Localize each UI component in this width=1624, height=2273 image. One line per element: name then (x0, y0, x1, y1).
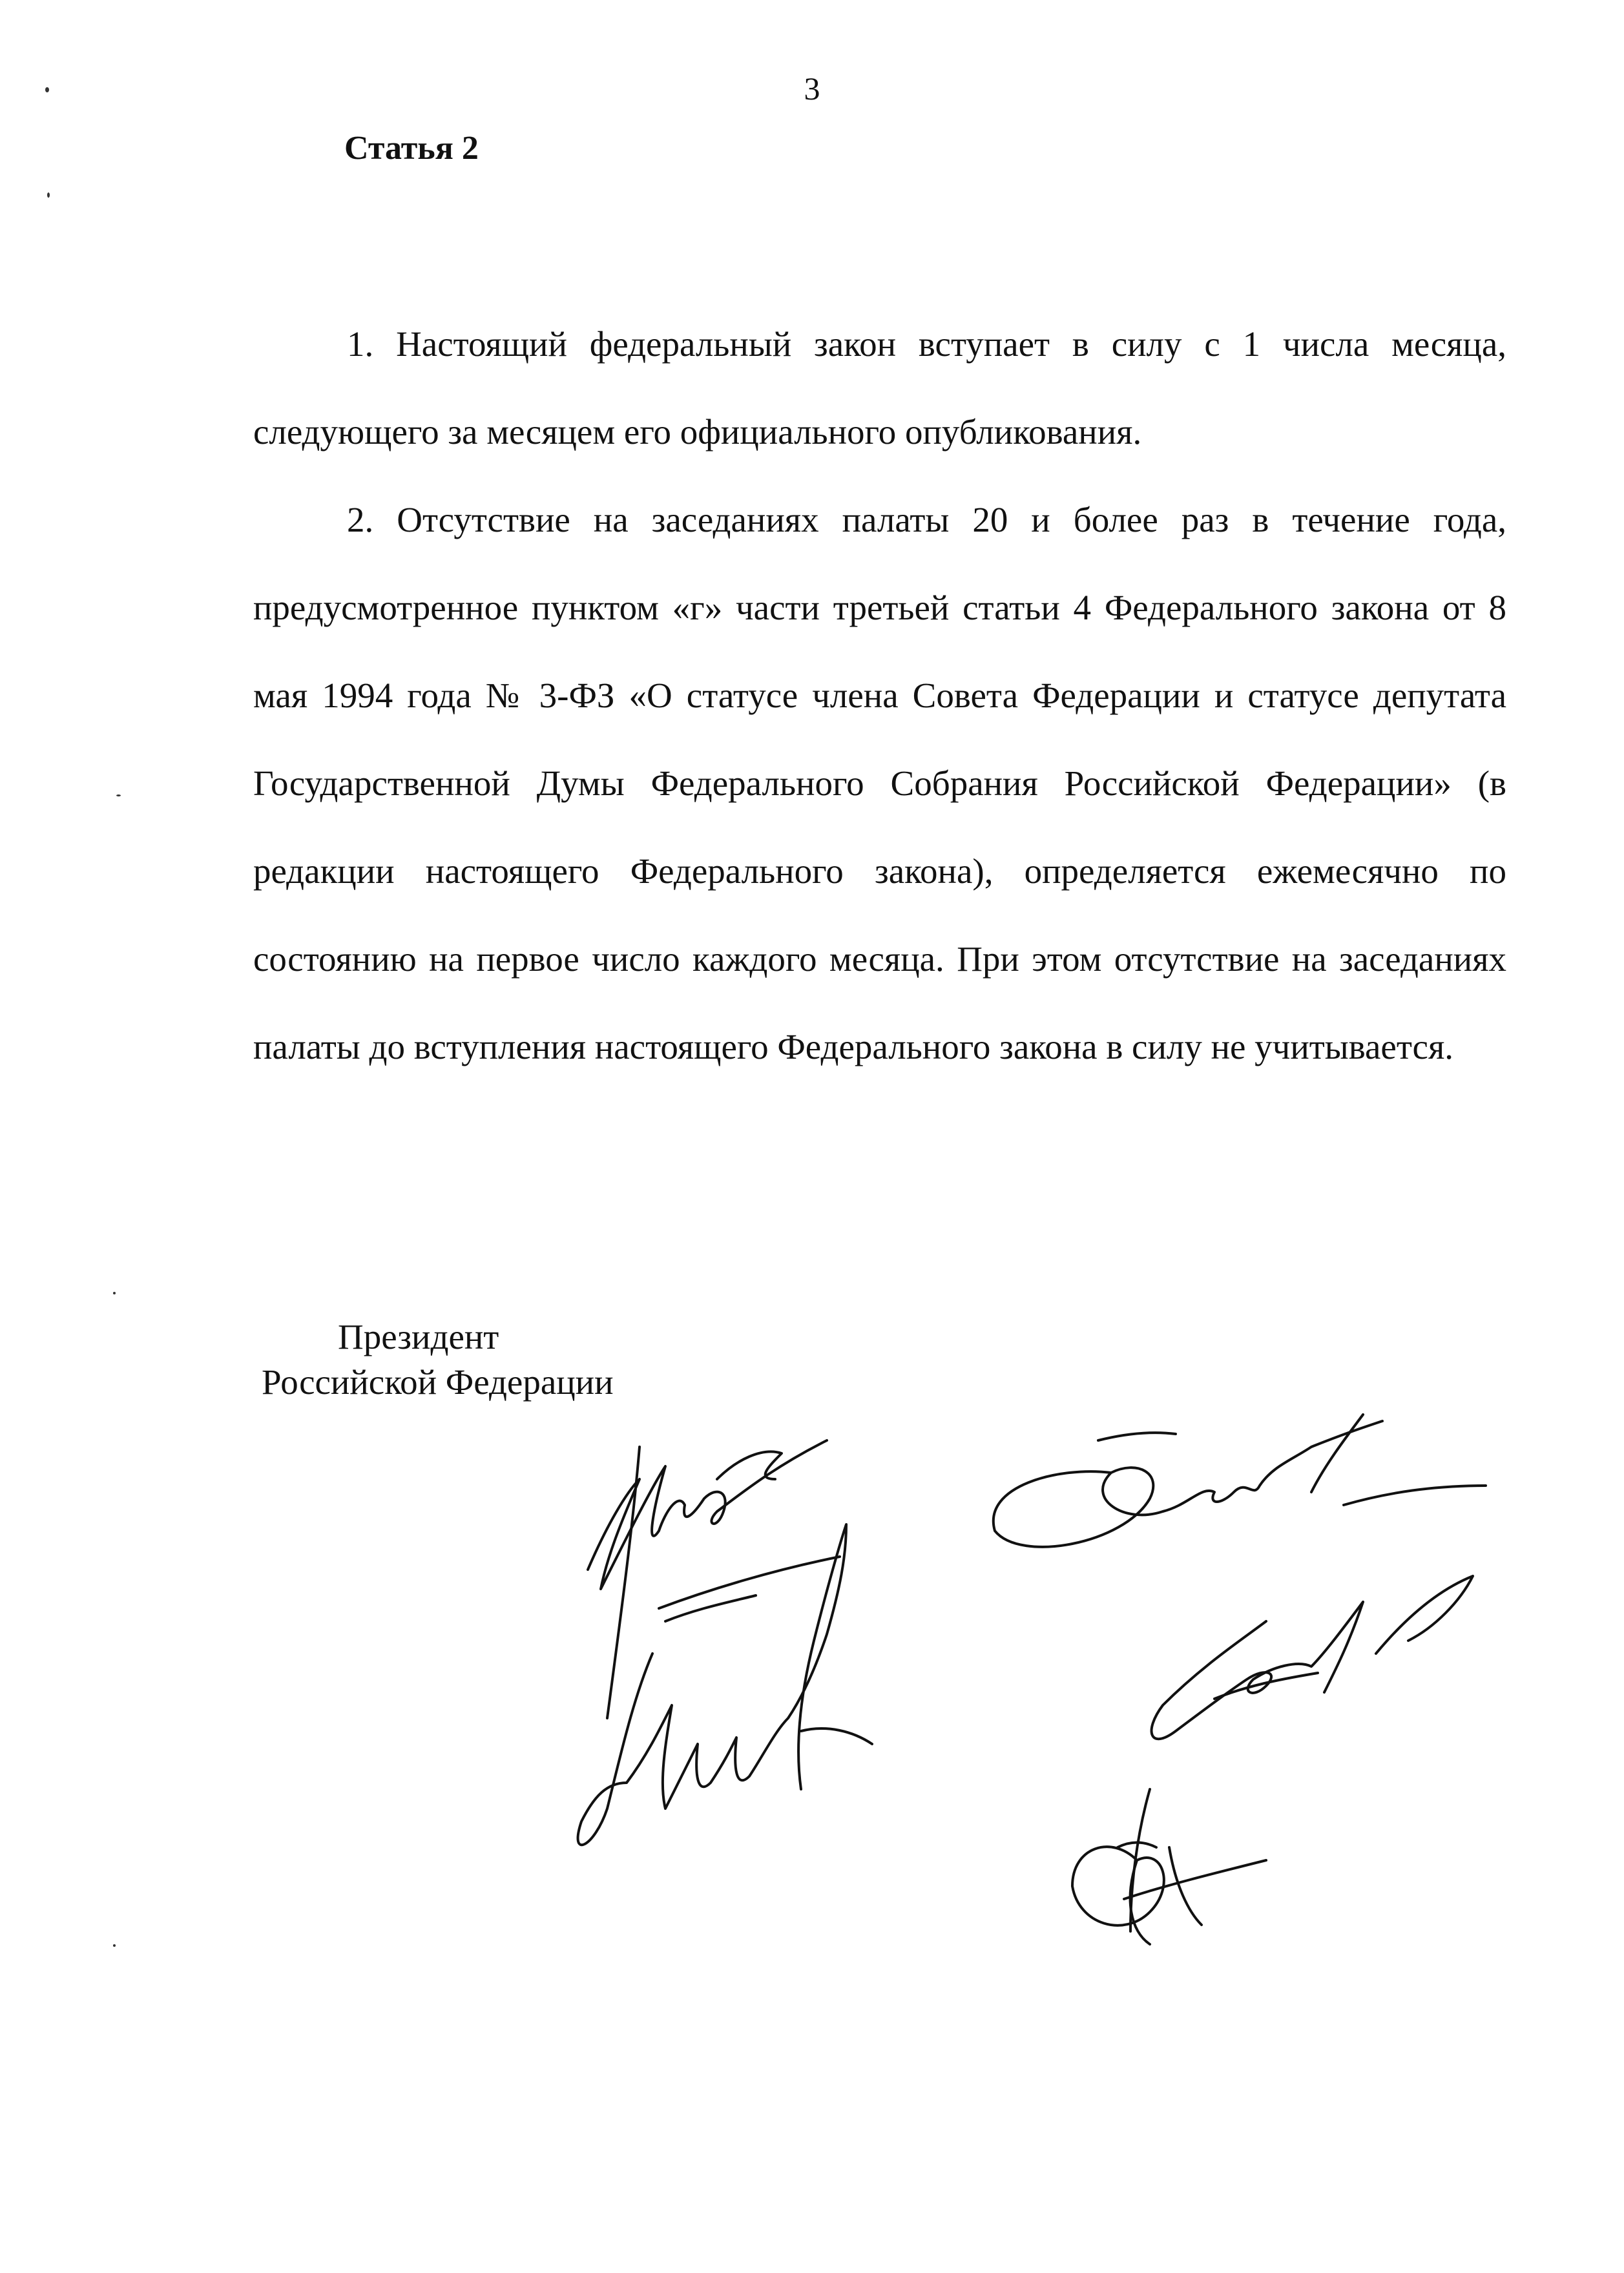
signature-stroke (1376, 1576, 1473, 1654)
signature-stroke (1311, 1415, 1363, 1492)
signature-stroke (1152, 1602, 1363, 1739)
signatory-title: Президент (338, 1317, 499, 1356)
signature-stroke (994, 1421, 1382, 1547)
paragraph-1: 1. Настоящий федеральный закон вступает в силу с 1 числа месяца, следующего за месяцем его официального опубликования. (253, 324, 1506, 451)
scan-speck (113, 1292, 116, 1294)
signature-stroke (801, 1728, 872, 1744)
signature-block (262, 1314, 614, 1405)
scan-speck (45, 87, 49, 92)
article-heading: Статья 2 (344, 130, 479, 167)
scan-speck (116, 794, 121, 796)
scan-speck (47, 192, 50, 198)
signature-stroke (1169, 1847, 1202, 1925)
signature-stroke (1124, 1860, 1266, 1899)
signature-stroke (578, 1524, 846, 1845)
signature-stroke (1130, 1789, 1150, 1931)
page-number: 3 (804, 70, 820, 107)
scan-speck (113, 1944, 116, 1947)
signature-stroke (1098, 1433, 1176, 1440)
article-body (253, 300, 1506, 1091)
signature-stroke (1072, 1847, 1164, 1944)
signature-stroke (665, 1595, 756, 1621)
signature-stroke (1344, 1486, 1486, 1505)
handwritten-signatures (568, 1395, 1602, 1977)
signatory-country: Российской Федерации (262, 1362, 614, 1402)
signature-stroke (607, 1447, 640, 1718)
signature-stroke (717, 1451, 782, 1479)
signature-stroke (659, 1557, 840, 1608)
paragraph-2: 2. Отсутствие на заседаниях палаты 20 и более раз в течение года, предусмотренное пунктом «г» части третьей статьи 4 Федерального закона от 8 мая 1994 года № 3-ФЗ «О статусе члена Совета Федерации и статусе депутата Государственной Думы Федерального Собрания Российской Федерации» (в редакции настоящего Федерального закона), определяется ежемесячно по состоянию на первое число каждого месяца. При этом отсутствие на заседаниях палаты до вступления настоящего Федерального закона в силу не учитывается. (253, 500, 1506, 1066)
